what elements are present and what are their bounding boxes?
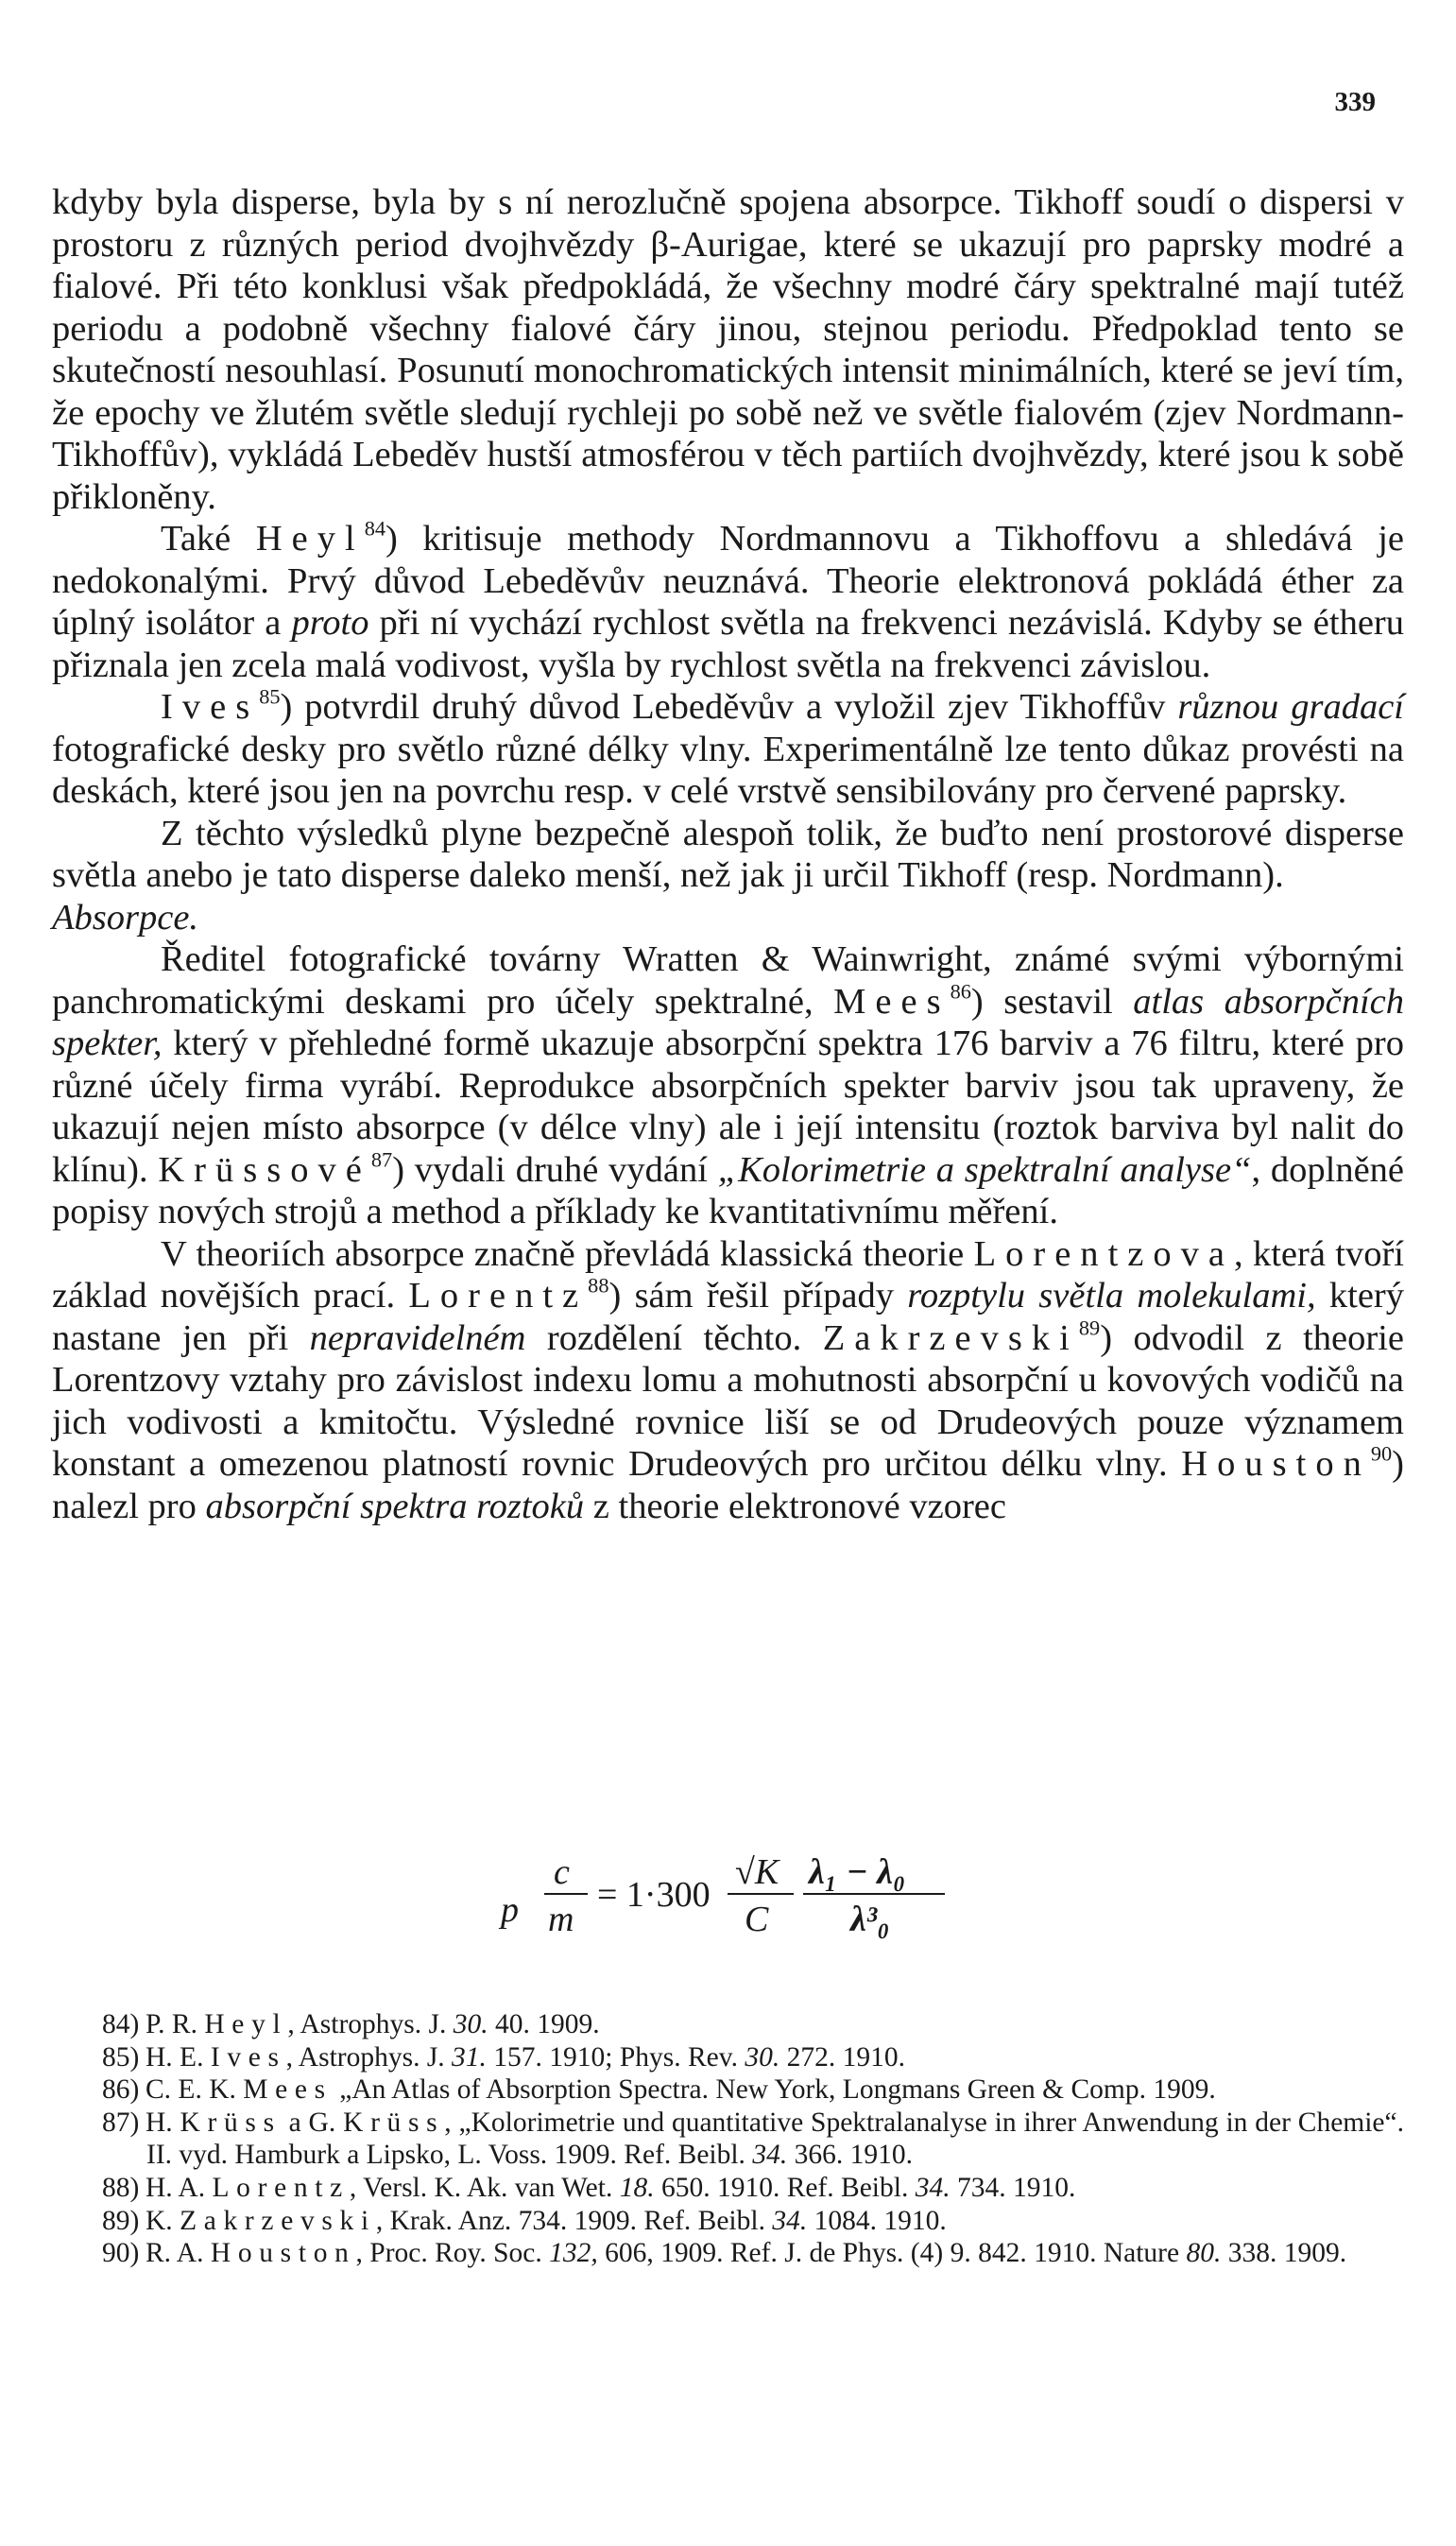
fraction-bar	[803, 1893, 945, 1895]
volume-number: 31.	[452, 2041, 487, 2073]
footnote-text: 272. 1910.	[779, 2041, 905, 2073]
text-run: který nastane jen při	[52, 1276, 1404, 1358]
author-name: Lorentzova	[973, 1233, 1234, 1274]
author-name: Houston	[210, 2238, 356, 2269]
paragraph-3	[52, 686, 1404, 813]
text-run: , doplněné popisy nových strojů a method a příklady ke kvantitativnímu měření.	[52, 1149, 1405, 1231]
text-run: který v přehledné formě ukazuje absorpční spektra 176 barviv a 76 filtru, které pro různé účely firma vyrábí. Reprodukce absorpčních spekter barviv jsou tak upraveny, že ukazují nejen místo absorpce (v délce vlny) ale i její intensitu (roztok barviva byl nalit do klínu).	[52, 1024, 1404, 1190]
footnote-number: 86)	[102, 2074, 140, 2106]
section-heading: Absorpce.	[52, 897, 199, 938]
footnote-text: 1084. 1910.	[807, 2205, 947, 2236]
footnote-ref: 89	[1078, 1315, 1101, 1339]
formula-C: C	[745, 1900, 769, 1939]
text-run: ) vydali druhé vydání	[392, 1149, 718, 1190]
footnote-text: H. E.	[146, 2041, 211, 2073]
footnote-number: 89)	[102, 2205, 140, 2236]
page-number: 339	[1334, 87, 1376, 117]
volume-number: 30.	[453, 2009, 488, 2039]
paragraph-4	[52, 813, 1404, 897]
footnote-text: R. A.	[146, 2238, 211, 2269]
text-run: ) sestavil	[970, 981, 1134, 1022]
fraction-bar	[544, 1893, 588, 1895]
footnote-text: 366. 1910.	[787, 2140, 913, 2171]
text-run: ) potvrdil druhý důvod Lebeděvův a vyložil zjev Tikhoffův	[280, 687, 1178, 727]
footnote	[52, 2237, 1404, 2270]
footnote-text: , Astrophys. J.	[287, 2009, 454, 2039]
author-name: Mees	[243, 2074, 333, 2106]
footnote-number: 87)	[102, 2107, 140, 2138]
footnote	[52, 2073, 1404, 2107]
text-run: ) odvodil z theorie Lorentzovy vztahy pro závislost indexu lomu a mohutnosti absorpční u kovových vodičů na jich vodivosti a kmitočtu. Výsledné rovnice liší se od Drudeových pouze významem konstant a omezenou platností rovnic Drudeových pro určitou délku vlny.	[52, 1317, 1404, 1484]
text-run: , která tvoří základ novějších prací.	[52, 1233, 1404, 1316]
author-name: Houston	[1181, 1444, 1371, 1484]
emphasis: proto	[291, 603, 369, 643]
volume-number: 34.	[772, 2205, 808, 2236]
author-name: Heyl	[255, 519, 365, 559]
footnote-text: „An Atlas of Absorption Spectra. New York, Longmans Green & Comp. 1909.	[332, 2074, 1216, 2106]
emphasis: atlas absorpčních spekter,	[52, 981, 1404, 1063]
paragraph-2	[52, 518, 1404, 686]
author-name: Zakrzevski	[822, 1317, 1079, 1358]
footnote	[52, 2172, 1404, 2205]
formula-coefficient: = 1·300	[597, 1875, 711, 1915]
formula-lambda-diff: λ₁ − λ₀	[809, 1852, 906, 1892]
volume-number: 34.	[752, 2140, 788, 2171]
footnote-text: , Versl. K. Ak. van Wet.	[349, 2172, 620, 2203]
formula-p: p	[501, 1890, 519, 1930]
volume-number: 80.	[1186, 2238, 1222, 2269]
paragraph-text: kdyby byla disperse, byla by s ní nerozlučně spojena absorpce. Tikhoff soudí o dispersi v prostoru z různých period dvojhvězdy β-Aurigae, které se ukazují pro paprsky modré a fialové. Při této konklusi však předpokládá, že všechny modré čáry spektralné mají tutéž periodu a podobně všechny fialové čáry jinou, stejnou periodu. Předpoklad tento se skutečností nesouhlasí. Posunutí monochromatických intensit minimálních, které se jeví tím, že epochy ve žlutém světle sledují rychleji po sobě než ve světle fialovém (zjev Nordmann-Tikhoffův), vykládá Lebeděv hustší atmosférou v těch partiích dvojhvězdy, které jsou k sobě přikloněny.	[52, 182, 1404, 517]
volume-number: 30.	[745, 2041, 780, 2073]
formula-root: √K	[735, 1852, 779, 1892]
footnote-text: 338. 1909.	[1221, 2238, 1347, 2269]
text-run: Také	[161, 519, 256, 559]
volume-number: 18.	[619, 2172, 655, 2203]
emphasis: rozptylu světla molekulami,	[907, 1276, 1316, 1316]
footnote-number: 88)	[102, 2172, 140, 2203]
footnote-number: 90)	[102, 2238, 140, 2269]
footnote-ref: 86	[950, 978, 971, 1003]
footnote-text: 157. 1910; Phys. Rev.	[486, 2041, 745, 2073]
text-run: ) kritisuje methody Nordmannovu a Tikhoffovu a shledává je nedokonalými. Prvý důvod Lebeděvův neuznává. Theorie elektronová pokládá éther za úplný isolátor a	[52, 519, 1404, 643]
paragraph-text: Z těchto výsledků plyne bezpečně alespoň tolik, že buďto není prostorové disperse světla anebo je tato disperse daleko menší, než jak ji určil Tikhoff (resp. Nordmann).	[52, 813, 1404, 895]
formula-c: c	[554, 1852, 570, 1892]
text-run: z theorie elektronové vzorec	[584, 1486, 1006, 1526]
emphasis: absorpční spektra roztoků	[205, 1486, 585, 1526]
emphasis: „Kolorimetrie a spektralní analyse“	[717, 1149, 1252, 1190]
footnote-text: , Astrophys. J.	[285, 2041, 453, 2073]
author-name: Heyl	[204, 2009, 288, 2039]
author-name: Zakrzevski	[180, 2205, 376, 2236]
footnote-text: 650. 1910. Ref. Beibl.	[654, 2172, 916, 2203]
footnote-ref: 87	[370, 1146, 393, 1171]
author-name: Ives	[210, 2041, 286, 2073]
footnote-text: , Proc. Roy. Soc.	[355, 2238, 550, 2269]
author-name: Lorentz	[408, 1276, 589, 1316]
author-name: Ives	[161, 687, 260, 727]
houston-formula	[491, 1846, 983, 1959]
author-name: Mees	[833, 981, 951, 1022]
author-name: Krüss	[180, 2107, 282, 2138]
text-run: Ředitel fotografické továrny Wratten & Wainwright, známé svými výbornými panchromatickými deskami pro účely spektralné,	[52, 939, 1404, 1022]
formula-m: m	[548, 1900, 574, 1939]
footnote-text: H. A.	[146, 2172, 213, 2203]
footnote	[52, 2008, 1404, 2041]
footnote-ref: 84	[364, 516, 386, 541]
paragraph-5	[52, 938, 1404, 1233]
footnote-number: 85)	[102, 2041, 140, 2073]
footnote-text: P. R.	[146, 2009, 205, 2039]
footnote-text: 606, 1909. Ref. J. de Phys. (4) 9. 842. 1910. Nature	[597, 2238, 1187, 2269]
formula-denominator: λ³₀	[850, 1900, 890, 1939]
footnote-number: 84)	[102, 2009, 140, 2039]
footnote-ref: 88	[588, 1273, 609, 1298]
footnote-text: 734. 1910.	[950, 2172, 1076, 2203]
footnote	[52, 2205, 1404, 2238]
text-run: ) nalezl pro	[52, 1444, 1404, 1526]
emphasis: různou gradací	[1177, 687, 1405, 727]
footnote-text: , Krak. Anz. 734. 1909. Ref. Beibl.	[375, 2205, 773, 2236]
main-text	[52, 181, 1404, 1527]
text-run: rozdělení těchto.	[525, 1317, 823, 1358]
footnote	[52, 2107, 1404, 2172]
text-run: ) sám řešil případy	[608, 1276, 908, 1316]
footnote-text: , „Kolorimetrie und quantitative Spektralanalyse in ihrer Anwendung in der Chemie“. II. vyd. Hamburk a Lipsko, L. Voss. 1909. Ref. Beibl.	[146, 2107, 1404, 2171]
footnote	[52, 2041, 1404, 2074]
footnote-text: C. E. K.	[146, 2074, 244, 2106]
volume-number: 34.	[915, 2172, 951, 2203]
footnote-text: 40. 1909.	[488, 2009, 600, 2039]
text-run: fotografické desky pro světlo různé délky vlny. Experimentálně lze tento důkaz provésti na deskách, které jsou jen na povrchu resp. v celé vrstvě sensibilovány pro červené paprsky.	[52, 729, 1404, 811]
footnote-text: K.	[146, 2205, 180, 2236]
paragraph-6	[52, 1233, 1404, 1528]
fraction-bar	[728, 1893, 794, 1895]
volume-number: 132,	[549, 2238, 598, 2269]
paragraph-1	[52, 181, 1404, 518]
text-run: V theoriích absorpce značně převládá klassická theorie	[161, 1233, 974, 1274]
footnote-text: a G.	[281, 2107, 344, 2138]
footnotes	[52, 2008, 1404, 2270]
footnote-ref: 90	[1370, 1441, 1393, 1466]
author-name: Lorentz	[212, 2172, 350, 2203]
author-name: Krüss	[343, 2107, 445, 2138]
footnote-text: H.	[146, 2107, 180, 2138]
author-name: Krüssové	[158, 1149, 371, 1190]
footnote-ref: 85	[259, 684, 281, 709]
text-run: při ní vychází rychlost světla na frekvenci nezávislá. Kdyby se étheru přiznala jen zcela malá vodivost, vyšla by rychlost světla na frekvenci závislou.	[52, 603, 1404, 685]
emphasis: nepravidelném	[309, 1317, 526, 1358]
